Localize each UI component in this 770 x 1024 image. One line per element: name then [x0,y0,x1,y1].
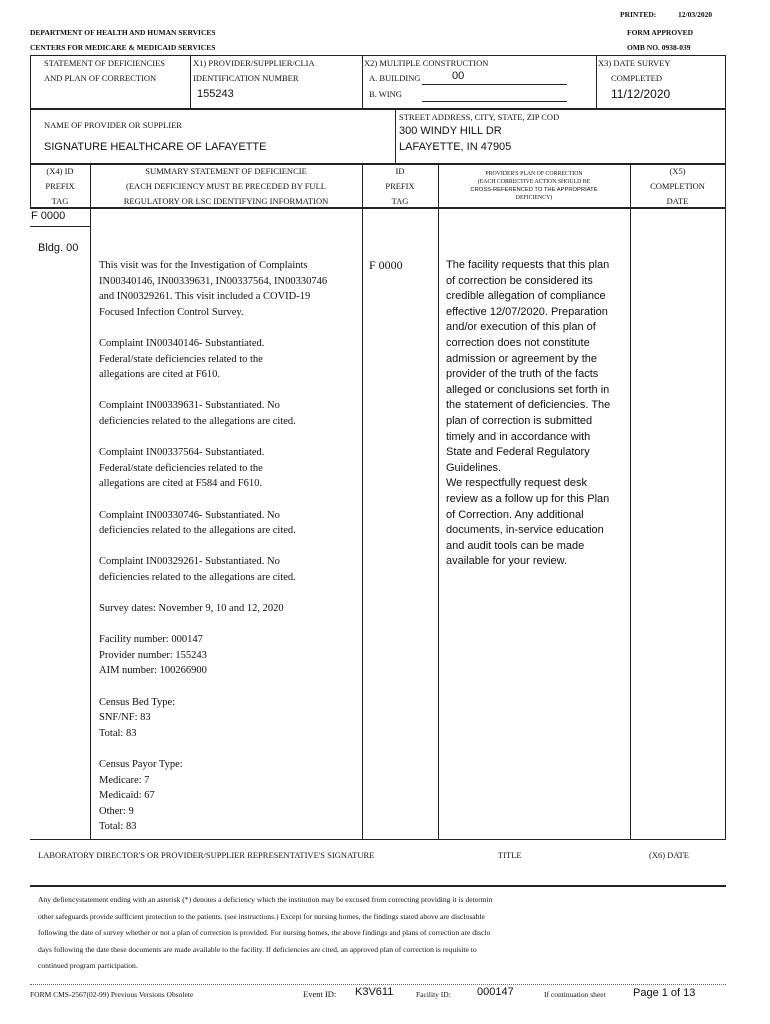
summary-line: Facility number: 000147 [99,634,203,646]
plan-subheader: CROSS-REFERENCED TO THE APPROPRIATE [470,187,598,193]
summary-line: deficiencies related to the allegations are cited. [99,415,296,427]
summary-line: Federal/state deficiencies related to the [99,353,263,365]
box-divider [395,108,396,165]
summary-line: Complaint IN00330746- Substantiated. No [99,509,280,521]
event-id-label: Event ID: [303,989,337,999]
summary-line: Provider number: 155243 [99,649,207,661]
disclaimer-line: days following the date these documents are made available to the facility. If deficiencies are cited, an approved plan of correction is requisite to [38,944,477,954]
summary-line: and IN00329261. This visit included a COVID-19 [99,291,311,303]
disclaimer-line: continued program participation. [38,961,138,970]
statement-label: STATEMENT OF DEFICIENCIES [44,58,166,68]
plan-line: correction does not constitute [446,336,590,349]
x3-label: X3) DATE SURVEY [598,58,671,68]
completion-header: COMPLETION [650,181,705,191]
summary-line: Complaint IN00337564- Substantiated. [99,447,265,459]
x4-prefix-header: PREFIX [45,181,75,191]
summary-line [99,383,327,399]
plan-line: The facility requests that this plan [446,259,610,271]
summary-line: deficiencies related to the allegations are cited. [99,571,296,583]
signature-label: LABORATORY DIRECTOR'S OR PROVIDER/SUPPLIER REPRESENTATIVE'S SIGNATURE [38,850,375,860]
event-id-value: K3V611 [355,986,394,998]
summary-line: Other: 9 [99,805,134,817]
plan-line: of Correction. Any additional [446,508,584,521]
disclaimer-line: Any defiencystatement ending with an asterisk (*) denotes a deficiency which the institution may be excused from correcting providing it is determin [38,895,493,904]
omb-number: OMB NO. 0938-039 [627,43,691,52]
address-line2: LAFAYETTE, IN 47905 [399,141,512,153]
summary-header: SUMMARY STATEMENT OF DEFICIENCIE [145,166,307,176]
x1-label: X1) PROVIDER/SUPPLIER/CLIA [193,58,315,68]
id-tag-header: TAG [391,196,409,206]
box-right-border [725,207,726,840]
printed-date: 12/03/2020 [678,10,713,19]
left-prefix-tag: F 0000 [31,210,66,222]
summary-line: SNF/NF: 83 [99,712,151,724]
plan-line: available for your review. [446,555,568,568]
building-value: 00 [452,70,465,82]
summary-line: Census Payor Type: [99,759,183,770]
summary-line: Complaint IN00329261- Substantiated. No [99,556,280,568]
x4-id-header: (X4) ID [46,166,74,176]
box-left-border [30,55,31,110]
summary-line [99,320,327,336]
survey-date-value: 11/12/2020 [611,87,671,101]
col-divider [438,207,439,840]
plan-line: and/or execution of this plan of [446,321,596,334]
id-header: ID [395,166,405,176]
plan-label: AND PLAN OF CORRECTION [44,73,157,83]
plan-subheader: DEFICIENCY) [515,195,553,201]
plan-line: documents, in-service education [446,524,604,537]
body-bottom-border [30,839,726,840]
plan-line: review as a follow up for this Plan [446,492,610,505]
summary-line: This visit was for the Investigation of Complaints [99,260,308,271]
summary-line: AIM number: 100266900 [99,665,207,677]
plan-line: plan of correction is submitted [446,414,593,427]
form-number: FORM CMS-2567(02-99) Previous Versions Obsolete [30,990,194,999]
disclaimer-line: other safeguards provide sufficient protection to the patients. (see instructions.) Except for nursing homes, the findings stated above are disclosable [38,911,485,921]
box-right-border [725,163,726,209]
x1-sublabel: IDENTIFICATION NUMBER [193,73,299,83]
disclaimer-line: following the date of survey whether or not a plan of correction is provided. For nursing homes, the above findings and plans of correction are disclo [38,928,491,937]
summary-line: allegations are cited at F584 and F610. [99,478,263,490]
tag-underline [30,226,90,227]
plan-line: timely and in accordance with [446,430,591,443]
facility-id-value: 000147 [477,986,514,998]
top-box-top-border [30,55,726,56]
provider-name-value: SIGNATURE HEALTHCARE OF LAFAYETTE [44,141,267,153]
plan-line: State and Federal Regulatory [446,446,590,459]
summary-statement [99,258,327,835]
plan-of-correction [446,258,610,570]
summary-subheader: REGULATORY OR LSC IDENTIFYING INFORMATION [123,196,329,206]
form-approved: FORM APPROVED [627,28,694,37]
top-box-bottom-border [30,108,726,110]
signature-bottom-border [30,885,726,887]
department-name: DEPARTMENT OF HEALTH AND HUMAN SERVICES [30,28,216,37]
summary-line [99,492,327,508]
address-line1: 300 WINDY HILL DR [399,125,502,137]
provider-box-bottom-border [30,163,726,165]
box-left-border [30,108,31,165]
x5-header: (X5) [669,166,686,176]
columns-bottom-border [30,207,726,209]
plan-line: Guidelines. [446,461,502,474]
plan-line: admission or agreement by the [446,352,598,365]
building-underline [422,84,567,85]
plan-line: provider of the truth of the facts [446,368,599,381]
box-divider [190,55,191,110]
col-divider [438,163,439,209]
plan-line: of correction be considered its [446,274,593,287]
summary-line: deficiencies related to the allegations are cited. [99,525,296,537]
summary-line: Complaint IN00339631- Substantiated. No [99,400,280,412]
box-divider [362,55,363,110]
page-number: Page 1 of 13 [633,987,696,999]
x3-sublabel: COMPLETED [611,73,662,83]
wing-label: B. WING [369,89,402,99]
id-prefix-header: PREFIX [385,181,415,191]
signature-title: TITLE [498,850,522,860]
summary-line [99,741,327,757]
col-divider [630,207,631,840]
summary-line: Complaint IN00340146- Substantiated. [99,337,265,349]
summary-line: Total: 83 [99,727,137,739]
continuation-label: If continuation sheet [544,990,606,999]
box-divider [596,55,597,110]
signature-date: (X6) DATE [649,850,689,860]
address-label: STREET ADDRESS, CITY, STATE, ZIP COD [399,112,560,122]
x4-tag-header: TAG [51,196,69,206]
summary-line: Focused Infection Control Survey. [99,306,244,318]
footer-separator [30,984,726,985]
summary-line [99,679,327,695]
summary-line: allegations are cited at F610. [99,369,221,381]
summary-line: Survey dates: November 9, 10 and 12, 2020 [99,603,284,615]
summary-line: Total: 83 [99,821,137,833]
plan-line: We respectfully request desk [446,477,588,490]
x2-label: X2) MULTIPLE CONSTRUCTION [364,58,489,68]
wing-underline [422,101,567,102]
plan-subheader: (EACH CORRECTIVE ACTION SHOULD BE [477,179,591,185]
disclaimer-text [38,892,492,975]
plan-header: PROVIDER'S PLAN OF CORRECTION [485,171,583,177]
plan-line: effective 12/07/2020. Preparation [446,305,608,318]
provider-name-label: NAME OF PROVIDER OR SUPPLIER [44,120,182,130]
summary-subheader: (EACH DEFICIENCY MUST BE PRECEDED BY FULL [126,181,326,191]
summary-line: IN00340146, IN00339631, IN00337564, IN00330746 [99,275,328,287]
plan-line: alleged or conclusions set forth in [446,383,610,396]
summary-line [99,539,327,555]
summary-line [99,585,327,601]
provider-id-value: 155243 [197,88,234,100]
plan-line: and audit tools can be made [446,539,585,552]
building-label: A. BUILDING [369,73,421,83]
plan-line: the statement of deficiencies. The [446,399,611,412]
facility-id-label: Facility ID: [416,990,451,999]
summary-line: Census Bed Type: [99,696,176,708]
date-header: DATE [666,196,689,206]
summary-line [99,617,327,633]
plan-line: credible allegation of compliance [446,290,606,303]
summary-line: Federal/state deficiencies related to the [99,462,263,474]
id-prefix-tag: F 0000 [369,258,403,272]
col-divider [362,207,363,840]
summary-line: Medicaid: 67 [99,790,155,802]
printed-label: PRINTED: [620,10,657,19]
box-right-border [725,108,726,165]
box-right-border [725,55,726,110]
summary-line [99,430,327,446]
building-tag: Bldg. 00 [38,242,79,254]
col-divider [90,207,91,840]
centers-name: CENTERS FOR MEDICARE & MEDICAID SERVICES [30,43,216,52]
summary-line: Medicare: 7 [99,774,150,786]
